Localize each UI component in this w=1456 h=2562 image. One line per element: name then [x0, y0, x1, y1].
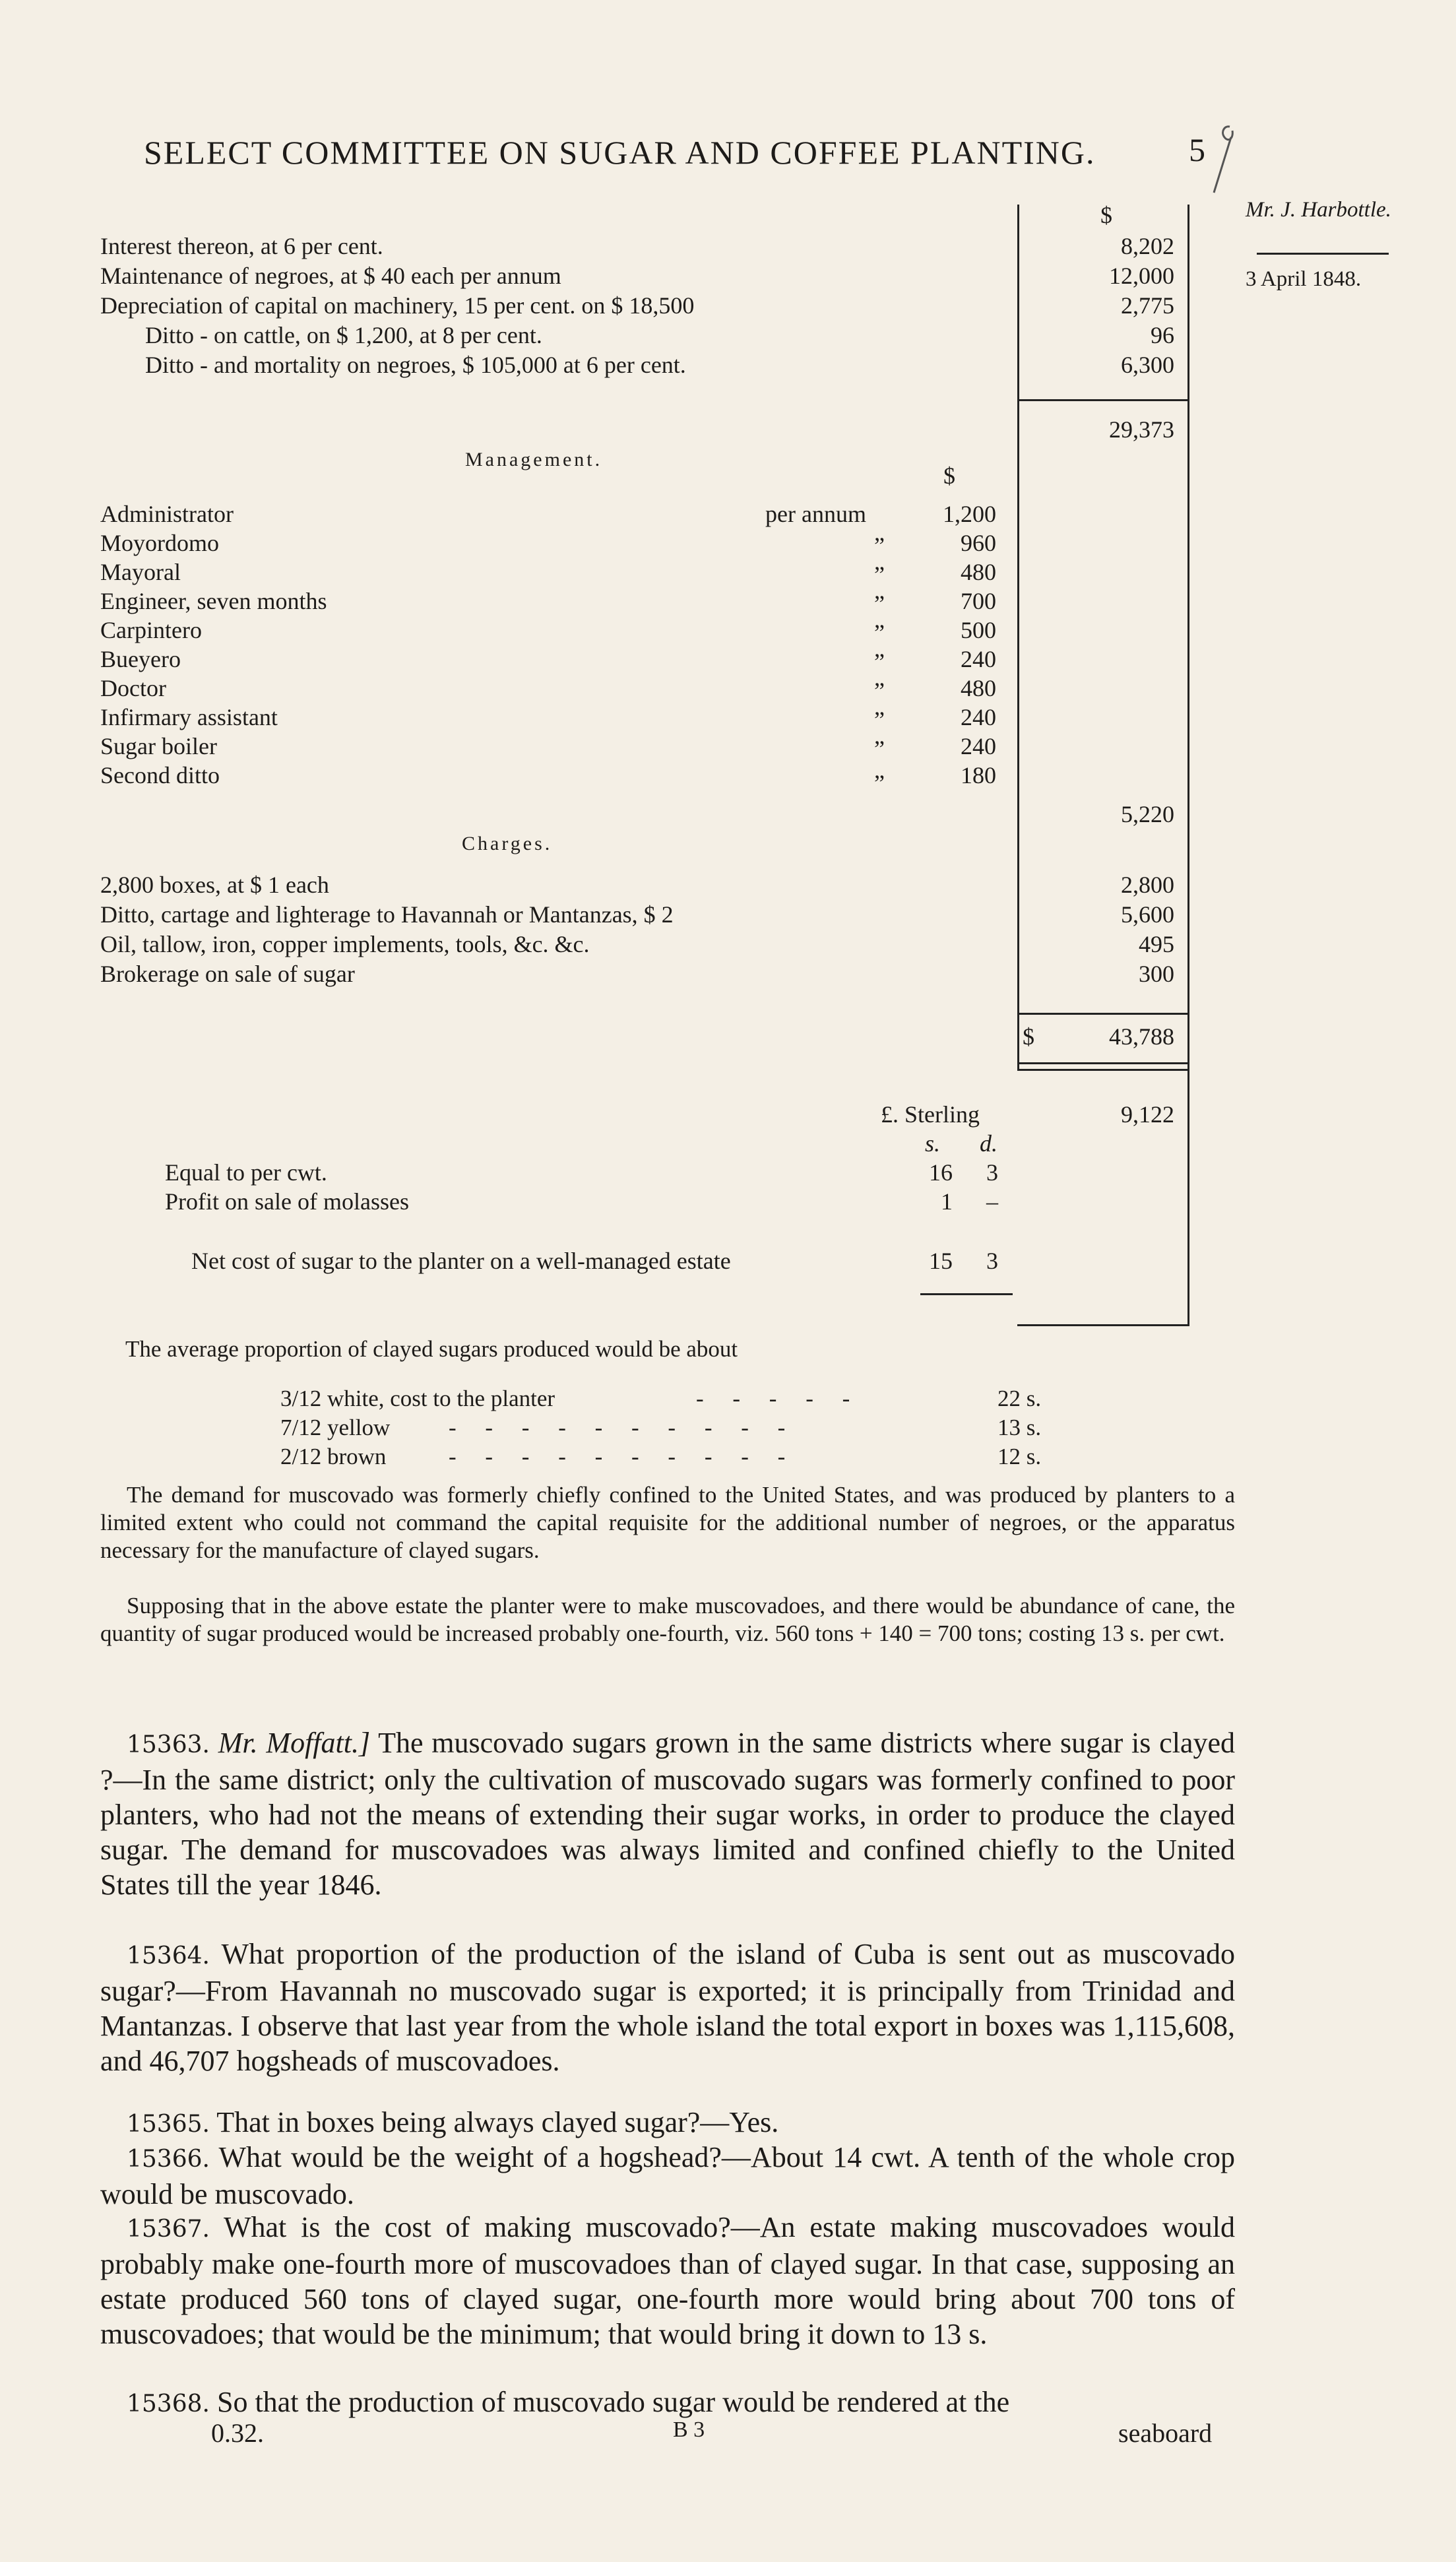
question-15367 — [100, 2210, 1235, 2352]
charges-row-value: 2,800 — [1121, 872, 1174, 898]
question-15368 — [100, 2385, 1235, 2421]
question-text: What is the cost of making muscovado?—An estate making muscovadoes would probably make one-fourth more of muscovadoes than of clayed sugar. In that case, supposing an estate produced 560 tons of clayed sugar, one-fourth more would bring about 700 tons of muscovadoes; that would be the minimum; that would bring it down to 13 s. — [100, 2211, 1235, 2350]
question-15366 — [100, 2140, 1235, 2212]
question-15364 — [100, 1937, 1235, 2078]
management-row-label: Carpintero — [100, 617, 202, 643]
sterling-row-pence: – — [986, 1188, 998, 1215]
management-row-label: Sugar boiler — [100, 733, 217, 759]
net-cost-label: Net cost of sugar to the planter on a well-managed estate — [191, 1248, 731, 1274]
question-number: 15363. — [127, 1731, 210, 1758]
capital-row-label: Depreciation of capital on machinery, 15 per cent. on $ 18,500 — [100, 292, 695, 319]
sterling-value: 9,122 — [1121, 1101, 1174, 1128]
capital-row-value: 12,000 — [1109, 263, 1174, 289]
question-text: The muscovado sugars grown in the same districts where sugar is clayed ?—In the same district; only the cultivation of muscovado sugars was formerly confined to poor planters, who had not the means of extending their sugar works, in order to produce the clayed sugar. The demand for muscovadoes was always limited and confined chiefly to the United States till the year 1846. — [100, 1727, 1235, 1901]
charges-row-label: Ditto, cartage and lighterage to Havannah or Mantanzas, $ 2 — [100, 901, 674, 928]
charges-row-label: Oil, tallow, iron, copper implements, tools, &c. &c. — [100, 931, 590, 957]
capital-row-label: Ditto - on cattle, on $ 1,200, at 8 per cent. — [145, 322, 542, 348]
management-row-label: Doctor — [100, 675, 166, 701]
management-row-unit: per annum — [765, 501, 866, 527]
sterling-row-shillings: 1 — [941, 1188, 953, 1215]
footer-catchword: seaboard — [1118, 2418, 1213, 2448]
management-row-label: Moyordomo — [100, 530, 219, 556]
pence-header: d. — [980, 1130, 997, 1157]
management-row-unit: ” — [874, 770, 885, 796]
witness-name: Mr. J. Harbottle. — [1246, 198, 1391, 222]
capital-row-label: Maintenance of negroes, at $ 40 each per annum — [100, 263, 561, 289]
question-text: So that the production of muscovado sugar would be rendered at the — [216, 2386, 1010, 2418]
net-cost-shillings: 15 — [929, 1248, 953, 1274]
management-row-unit: ” — [874, 561, 885, 588]
net-cost-pence: 3 — [986, 1248, 998, 1274]
management-row-unit: ” — [874, 532, 885, 559]
question-text: What proportion of the production of the island of Cuba is sent out as muscovado sugar?—From Havannah no muscovado sugar is exported; it is principally from Trinidad and Mantanzas. I observe that last year from the whole island the total export in boxes was 1,115,608, and 46,707 hogsheads of muscovadoes. — [100, 1938, 1235, 2077]
charges-heading: Charges. — [462, 833, 553, 854]
average-row-dashes: - - - - - - - - - - — [449, 1444, 786, 1469]
subtotal-rule — [1017, 399, 1189, 401]
capital-row-value: 6,300 — [1121, 352, 1174, 378]
page-header-title: SELECT COMMITTEE ON SUGAR AND COFFEE PLANTING. — [144, 134, 1096, 171]
paragraph: Supposing that in the above estate the planter were to make muscovadoes, and there would be abundance of cane, the quantity of sugar produced would be increased probably one-fourth, viz. 560 tons + 140 = 700 tons; costing 13 s. per cwt. — [100, 1593, 1235, 1646]
pencil-annotation-mark — [1205, 124, 1244, 197]
average-row-value: 13 s. — [997, 1415, 1042, 1440]
management-row-value: 180 — [961, 762, 996, 788]
witness-date: 3 April 1848. — [1246, 267, 1362, 291]
management-row-unit: ” — [874, 620, 885, 646]
management-row-label: Mayoral — [100, 559, 181, 585]
charges-row-label: 2,800 boxes, at $ 1 each — [100, 872, 329, 898]
column-divider — [1017, 205, 1019, 1069]
sterling-row-pence: 3 — [986, 1159, 998, 1186]
management-row-label: Bueyero — [100, 646, 181, 672]
charges-row-value: 300 — [1139, 961, 1174, 987]
capital-row-value: 96 — [1151, 322, 1174, 348]
question-number: 15366. — [127, 2146, 210, 2173]
management-row-label: Administrator — [100, 501, 234, 527]
sterling-row-shillings: 16 — [929, 1159, 953, 1186]
capital-total: 29,373 — [1109, 416, 1174, 443]
management-row-unit: ” — [874, 591, 885, 617]
management-row-value: 480 — [961, 559, 996, 585]
dollar-symbol: $ — [943, 463, 955, 489]
sterling-row-label: Equal to per cwt. — [165, 1159, 327, 1186]
average-row-label: 2/12 brown — [280, 1444, 387, 1469]
question-text: That in boxes being always clayed sugar?—Yes. — [216, 2106, 779, 2138]
shillings-header: s. — [925, 1130, 941, 1157]
footer-left: 0.32. — [211, 2418, 264, 2448]
sidenote-rule — [1257, 253, 1389, 255]
management-row-label: Second ditto — [100, 762, 220, 788]
capital-row-label: Ditto - and mortality on negroes, $ 105,000 at 6 per cent. — [145, 352, 686, 378]
management-row-value: 960 — [961, 530, 996, 556]
management-row-value: 700 — [961, 588, 996, 614]
paragraph: The demand for muscovado was formerly chiefly confined to the United States, and was produced by planters to a limited extent who could not command the capital requisite for the additional number of negroes, or the apparatus necessary for the manufacture of clayed sugars. — [100, 1482, 1235, 1563]
management-row-unit: ” — [874, 707, 885, 733]
management-row-value: 240 — [961, 646, 996, 672]
grand-total: 43,788 — [1109, 1023, 1174, 1050]
management-row-unit: ” — [874, 678, 885, 704]
capital-row-value: 8,202 — [1121, 233, 1174, 259]
capital-row-label: Interest thereon, at 6 per cent. — [100, 233, 383, 259]
question-number: 15365. — [127, 2111, 210, 2138]
total-rule-double — [1017, 1069, 1189, 1071]
management-row-unit: ” — [874, 649, 885, 675]
average-row-dashes: - - - - - - - - - - — [449, 1415, 786, 1440]
charges-row-label: Brokerage on sale of sugar — [100, 961, 355, 987]
average-row-label: 7/12 yellow — [280, 1415, 391, 1440]
page-number: 5 — [1189, 131, 1205, 168]
management-row-value: 1,200 — [943, 501, 996, 527]
management-row-value: 240 — [961, 733, 996, 759]
management-row-label: Infirmary assistant — [100, 704, 278, 730]
average-row-value: 12 s. — [997, 1444, 1042, 1469]
charges-row-value: 5,600 — [1121, 901, 1174, 928]
management-row-value: 240 — [961, 704, 996, 730]
dollar-symbol: $ — [1023, 1023, 1034, 1050]
footer-signature: B 3 — [673, 2418, 705, 2442]
question-15363 — [100, 1725, 1235, 1902]
average-row-dashes: - - - - - — [696, 1386, 850, 1411]
management-row-label: Engineer, seven months — [100, 588, 327, 614]
total-rule — [1017, 1062, 1189, 1064]
sterling-label: £. Sterling — [881, 1101, 980, 1128]
management-heading: Management. — [465, 449, 603, 470]
management-row-unit: ” — [874, 736, 885, 762]
management-total: 5,220 — [1121, 801, 1174, 827]
subtotal-rule — [1017, 1013, 1189, 1015]
question-15365 — [100, 2105, 1235, 2142]
charges-row-value: 495 — [1139, 931, 1174, 957]
sterling-bottom-rule — [1017, 1324, 1189, 1326]
average-intro: The average proportion of clayed sugars produced would be about — [125, 1336, 738, 1362]
average-row-value: 22 s. — [997, 1386, 1042, 1411]
speaker-name: Mr. Moffatt.] — [218, 1727, 371, 1759]
column-divider-right — [1187, 205, 1189, 1326]
average-row-label: 3/12 white, cost to the planter — [280, 1386, 555, 1411]
question-number: 15367. — [127, 2216, 210, 2243]
dollar-symbol: $ — [1100, 202, 1112, 228]
question-number: 15364. — [127, 1942, 210, 1970]
capital-row-value: 2,775 — [1121, 292, 1174, 319]
sterling-row-label: Profit on sale of molasses — [165, 1188, 409, 1215]
sterling-rule — [920, 1293, 1013, 1295]
management-row-value: 480 — [961, 675, 996, 701]
management-row-value: 500 — [961, 617, 996, 643]
question-text: What would be the weight of a hogshead?—About 14 cwt. A tenth of the whole crop would be muscovado. — [100, 2141, 1235, 2210]
question-number: 15368. — [127, 2390, 210, 2418]
